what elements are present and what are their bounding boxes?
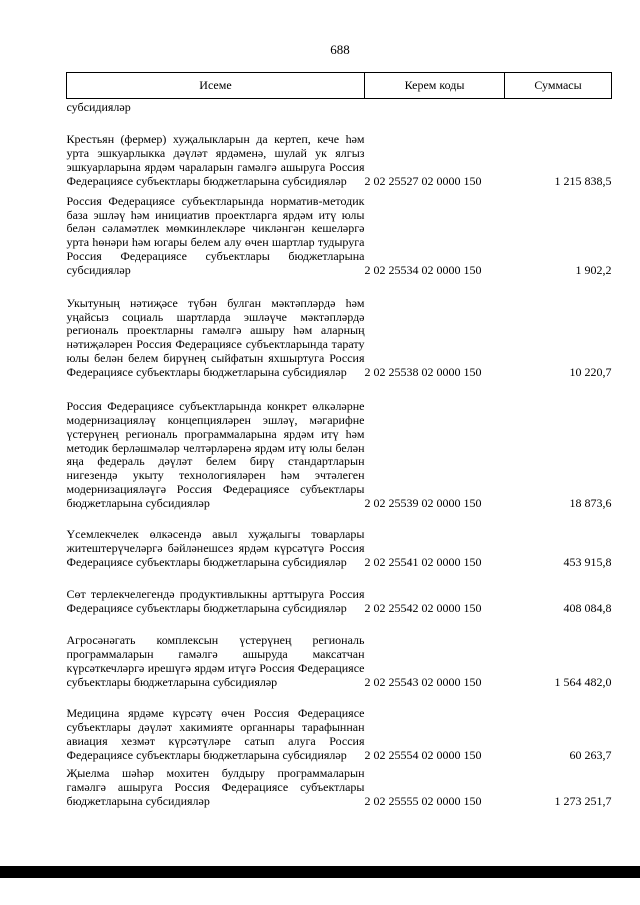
table-row bbox=[67, 380, 612, 511]
row-code: 2 02 25539 02 0000 150 bbox=[364, 495, 482, 510]
row-code: 2 02 25527 02 0000 150 bbox=[364, 173, 482, 188]
row-code: 2 02 25538 02 0000 150 bbox=[364, 364, 482, 379]
table-row bbox=[67, 115, 612, 189]
table-row bbox=[67, 616, 612, 690]
row-name: Җыелма шәһәр мохитен булдыру программаларын гамәлгә ашыруга Россия Федерациясе субъектлары бюджетларына субсидияләр bbox=[66, 766, 365, 808]
table-header bbox=[67, 73, 612, 99]
row-code bbox=[365, 99, 505, 115]
row-code: 2 02 25541 02 0000 150 bbox=[364, 554, 482, 569]
row-amount: 408 084,8 bbox=[563, 600, 612, 615]
row-code: 2 02 25534 02 0000 150 bbox=[364, 262, 482, 277]
table-row bbox=[67, 690, 612, 763]
table-body bbox=[67, 99, 612, 809]
table-row bbox=[67, 570, 612, 616]
row-amount: 60 263,7 bbox=[569, 747, 612, 762]
column-header-amount: Суммасы bbox=[505, 73, 612, 99]
row-code: 2 02 25554 02 0000 150 bbox=[364, 747, 482, 762]
row-amount: 453 915,8 bbox=[563, 554, 612, 569]
table-row bbox=[67, 99, 612, 115]
page-number: 688 bbox=[330, 42, 350, 57]
scan-border-bar bbox=[0, 866, 640, 878]
row-amount: 1 273 251,7 bbox=[554, 793, 612, 808]
row-amount: 10 220,7 bbox=[569, 364, 612, 379]
row-amount: 1 902,2 bbox=[575, 262, 612, 277]
row-name: Крестьян (фермер) хуҗалыкларын да кертеп, кече һәм урта эшкуарлыкка дәүләт ярдәменә, шулай ук ялгыз эшкуарларына ярдәм чараларын гамәлгә ашыруга Россия Федерациясе субъектлары бюджетларына субсидияләр bbox=[66, 132, 365, 188]
row-name: субсидияләр bbox=[66, 99, 131, 114]
row-code: 2 02 25542 02 0000 150 bbox=[364, 600, 482, 615]
table-row bbox=[67, 278, 612, 380]
budget-table bbox=[66, 72, 612, 809]
row-amount: 18 873,6 bbox=[569, 495, 612, 510]
row-name: Медицина ярдәме күрсәтү өчен Россия Федерациясе субъектлары дәүләт хакимияте органнары тарафыннан авиация хезмәт күрсәтүләре сатып алуга Россия Федерациясе субъектлары бюджетларына субсидияләр bbox=[66, 706, 365, 762]
table-row bbox=[67, 511, 612, 570]
table-row bbox=[67, 189, 612, 278]
row-name: Укытуның нәтиҗәсе түбән булган мәктәпләрдә һәм уңайсыз социаль шартларда эшләүче мәктәпләрдә региональ проектларны гамәлгә ашыру һәм аларның нәтиҗәләрен Россия Федерациясе субъектларында тарату юлы белән белем бирүнең сыйфатын яхшыртуга Россия Федерациясе субъектлары бюджетларына субсидияләр bbox=[66, 295, 365, 379]
row-code: 2 02 25555 02 0000 150 bbox=[364, 793, 482, 808]
table-row bbox=[67, 763, 612, 809]
column-header-name: Исеме bbox=[67, 73, 365, 99]
row-name: Россия Федерациясе субъектларында конкрет өлкәләрне модернизацияләү концепцияләрен эшләү, мәгарифне үстерүнең региональ программаларына ярдәм итү һәм методик берләшмәләр челтәрләренә ярдәм итү юлы белән яңа федераль дәүләт белем бирү стандартларын нигезендә укыту технологияләрен һәм эчтәлеген модернизацияләүгә Россия Федерациясе субъектлары бюджетларына субсидияләр bbox=[66, 399, 365, 510]
row-name: Россия Федерациясе субъектларында норматив-методик база эшләү һәм инициатив проектларга ярдәм итү юлы белән сәламәтлек мөмкинлекләре чикләнгән кешеләргә урта һөнәри һәм югары белем алу өчен шартлар тудыруга Россия Федерациясе субъектлары бюджетларына субсидияләр bbox=[66, 193, 365, 277]
row-amount: 1 215 838,5 bbox=[554, 173, 612, 188]
row-amount: 1 564 482,0 bbox=[554, 674, 612, 689]
row-code: 2 02 25543 02 0000 150 bbox=[364, 674, 482, 689]
row-name: Агросәнәгать комплексын үстерүнең региональ программаларын гамәлгә ашыруда максатчан күрсәткечләргә ирешүгә ярдәм итүгә Россия Федерациясе субъектлары бюджетларына субсидияләр bbox=[66, 633, 365, 689]
row-amount bbox=[505, 99, 612, 115]
row-name: Үсемлекчелек өлкәсендә авыл хуҗалыгы товарлары житештерүчеләргә бәйләнешсез ярдәм күрсәтүгә Россия Федерациясе субъектлары бюджетларына субсидияләр bbox=[66, 527, 365, 569]
column-header-code: Керем коды bbox=[365, 73, 505, 99]
row-name: Сөт терлекчелегендә продуктивлыкны арттыруга Россия Федерациясе субъектлары бюджетларына субсидияләр bbox=[66, 586, 365, 615]
